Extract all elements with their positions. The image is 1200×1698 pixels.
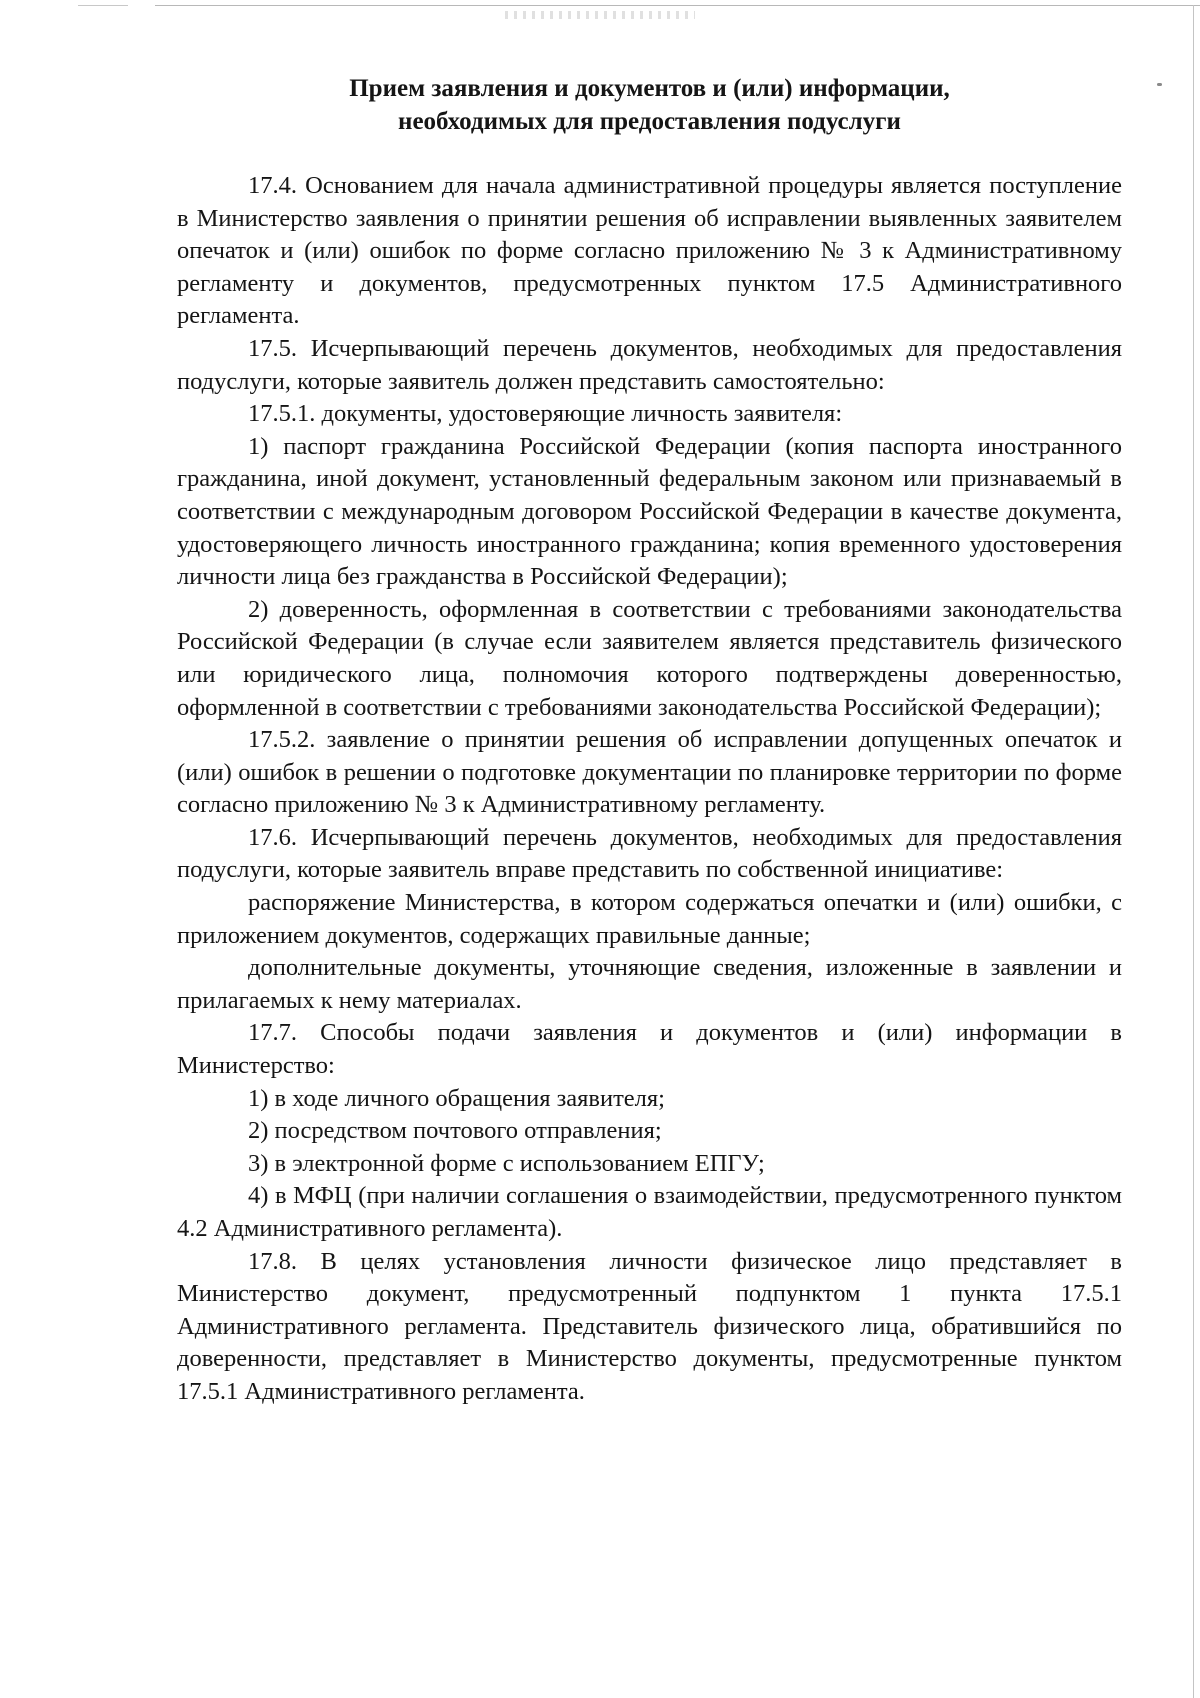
scan-edge-mark bbox=[78, 5, 128, 6]
list-item-mfc: 4) в МФЦ (при наличии соглашения о взаимодействии, предусмотренного пунктом 4.2 Административного регламента). bbox=[177, 1182, 1122, 1242]
scan-artifact bbox=[505, 11, 695, 19]
scan-right-border bbox=[1193, 5, 1194, 1698]
paragraph-17-4: 17.4. Основанием для начала административной процедуры является поступление в Министерство заявления о принятии решения об исправлении выявленных заявителем опечаток и (или) ошибок по форме согласно приложению № 3 к Административному регламенту и документов, предусмотренных пунктом 17.5 Административного регламента. bbox=[177, 172, 1122, 330]
paragraph-17-7: 17.7. Способы подачи заявления и документов и (или) информации в Министерство: bbox=[177, 1019, 1122, 1080]
paragraph-17-5-1: 17.5.1. документы, удостоверяющие личность заявителя: bbox=[248, 400, 843, 428]
paragraph-17-8: 17.8. В целях установления личности физическое лицо представляет в Министерство документ, предусмотренный подпунктом 1 пункта 17.5.1 Административного регламента. Представитель физического лица, обратившийся по доверенности, представляет в Министерство документы, предусмотренные пунктом 17.5.1 Административного регламента. bbox=[177, 1247, 1122, 1405]
list-item-additional-documents: дополнительные документы, уточняющие сведения, изложенные в заявлении и прилагаемых к нему материалах. bbox=[177, 954, 1122, 1014]
list-item-electronic: 3) в электронной форме с использованием ЕПГУ; bbox=[248, 1149, 765, 1177]
paragraph-17-5: 17.5. Исчерпывающий перечень документов, необходимых для предоставления подуслуги, которые заявитель должен представить самостоятельно: bbox=[177, 334, 1122, 395]
scan-top-border bbox=[155, 5, 1200, 6]
list-item-power-of-attorney: 2) доверенность, оформленная в соответствии с требованиями законодательства Российской Федерации (в случае если заявителем является представитель физического или юридического лица, полномочия которого подтверждены доверенностью, оформленной в соответствии с требованиями законодательства Российской Федерации); bbox=[177, 595, 1122, 721]
list-item-ministry-order: распоряжение Министерства, в котором содержаться опечатки и (или) ошибки, с приложением документов, содержащих правильные данные; bbox=[177, 889, 1122, 949]
list-item-passport: 1) паспорт гражданина Российской Федерации (копия паспорта иностранного гражданина, иной документ, установленный федеральным законом или признаваемый в соответствии с международным договором Российской Федерации в качестве документа, удостоверяющего личность иностранного гражданина; копия временного удостоверения личности лица без гражданства в Российской Федерации); bbox=[177, 432, 1122, 591]
list-item-postal: 2) посредством почтового отправления; bbox=[248, 1117, 662, 1145]
paragraph-17-6: 17.6. Исчерпывающий перечень документов, необходимых для предоставления подуслуги, которые заявитель вправе представить по собственной инициативе: bbox=[177, 823, 1122, 884]
section-title bbox=[177, 72, 1122, 138]
list-item-personal-visit: 1) в ходе личного обращения заявителя; bbox=[248, 1084, 665, 1112]
section-title-line-2: необходимых для предоставления подуслуги bbox=[398, 108, 901, 135]
scan-speck bbox=[1157, 83, 1162, 86]
paragraph-17-5-2: 17.5.2. заявление о принятии решения об исправлении допущенных опечаток и (или) ошибок в решении о подготовке документации по планировке территории по форме согласно приложению № 3 к Административному регламенту. bbox=[177, 726, 1122, 819]
document-page bbox=[177, 72, 1122, 1409]
section-title-line-1: Прием заявления и документов и (или) информации, bbox=[349, 75, 950, 102]
